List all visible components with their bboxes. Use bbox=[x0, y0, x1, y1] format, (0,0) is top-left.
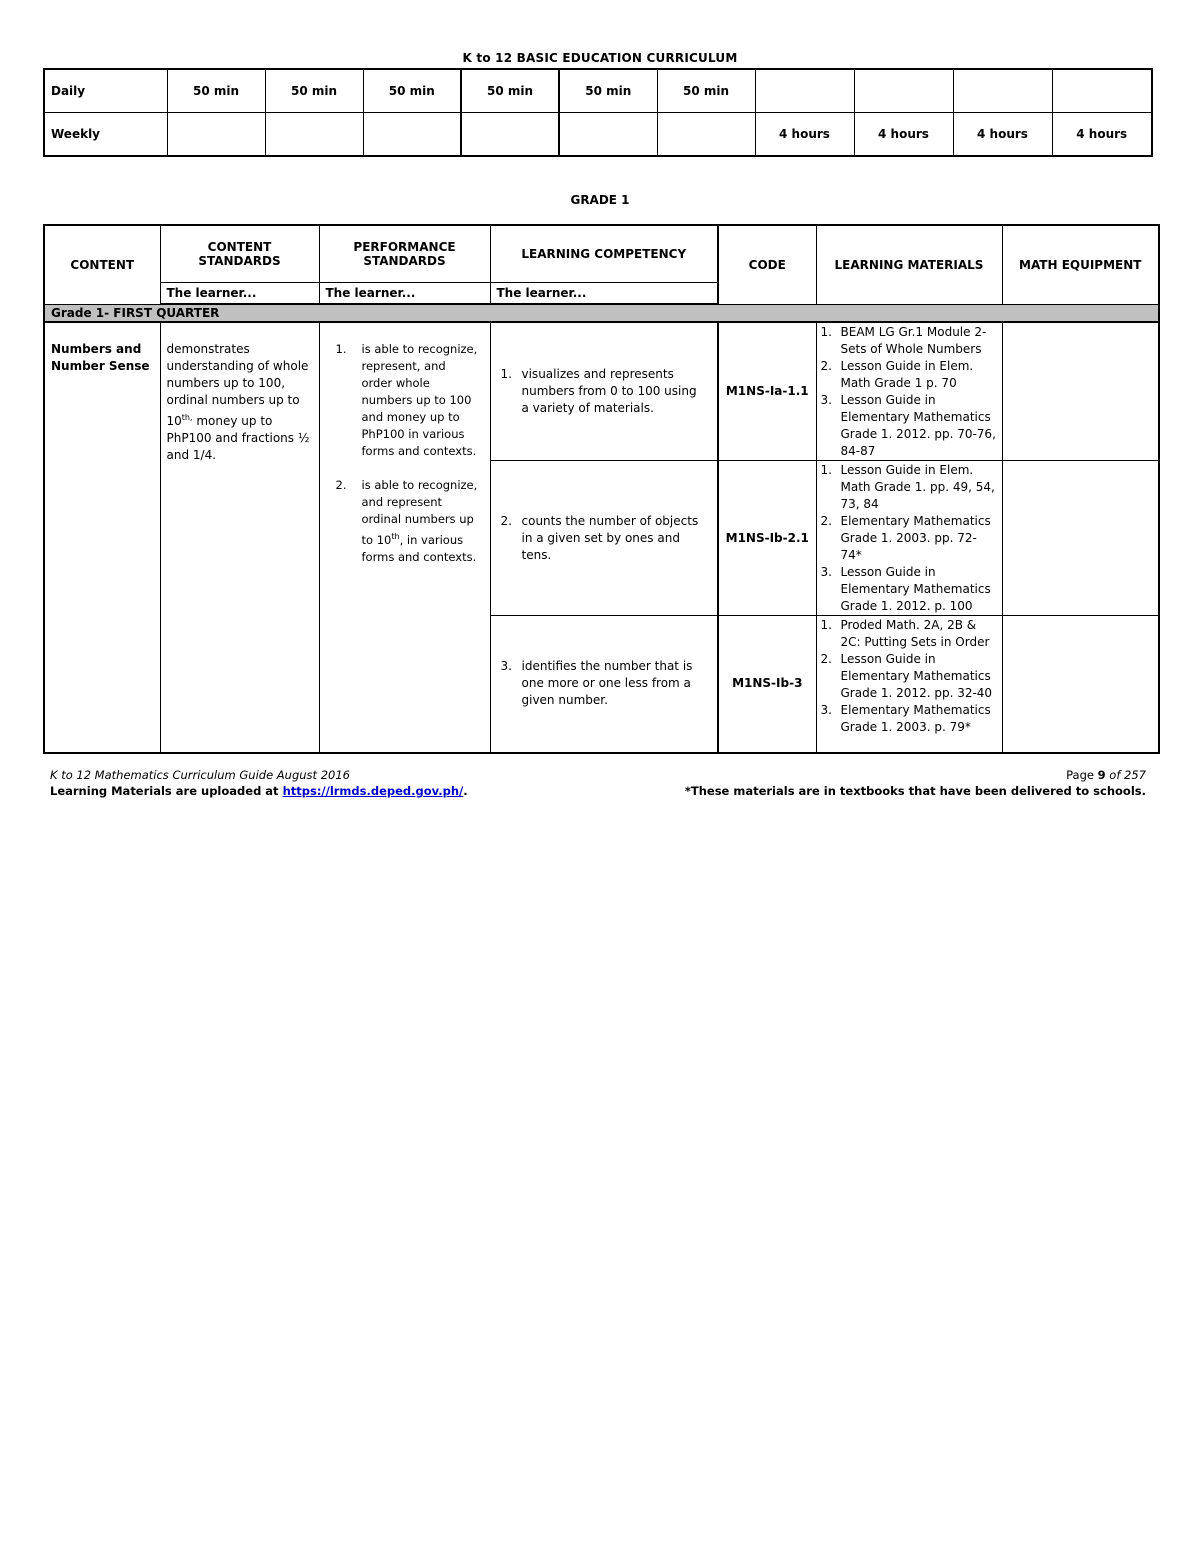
list-item bbox=[821, 651, 998, 702]
time-cell bbox=[559, 113, 657, 157]
curriculum-table bbox=[43, 224, 1160, 754]
performance-standard-cell bbox=[319, 322, 490, 753]
competency-cell bbox=[490, 322, 718, 461]
materials-cell bbox=[816, 616, 1002, 753]
competency-text: identifies the number that is one more or one less from a given number. bbox=[521, 659, 693, 708]
content-cell: Numbers and Number Sense bbox=[44, 322, 160, 753]
time-cell: 50 min bbox=[265, 69, 363, 113]
list-number: 3. bbox=[820, 393, 832, 407]
content-standard-text: money up to PhP100 and fractions ½ and 1/4. bbox=[166, 414, 310, 462]
list-item bbox=[336, 477, 480, 566]
material-text: Lesson Guide in Elem. Math Grade 1. pp. 49, 54, 73, 84 bbox=[840, 463, 995, 511]
list-number: 1. bbox=[820, 618, 832, 632]
list-item bbox=[821, 462, 998, 513]
time-cell bbox=[953, 69, 1052, 113]
header-learning-materials: LEARNING MATERIALS bbox=[816, 225, 1002, 304]
materials-list bbox=[821, 324, 998, 460]
time-cell bbox=[854, 69, 953, 113]
header-math-equipment: MATH EQUIPMENT bbox=[1002, 225, 1159, 304]
competency-text: visualizes and represents numbers from 0 to 100 using a variety of materials. bbox=[521, 367, 697, 415]
code-cell: M1NS-Ia-1.1 bbox=[718, 322, 816, 461]
time-cell: 4 hours bbox=[953, 113, 1052, 157]
performance-standard-part: is able to recognize, and represent ordinal numbers up to 10 bbox=[361, 478, 478, 547]
learner-label: The learner... bbox=[160, 283, 319, 305]
time-cell: 50 min bbox=[559, 69, 657, 113]
time-cell: 50 min bbox=[657, 69, 755, 113]
header-performance-standards: PERFORMANCE STANDARDS bbox=[319, 225, 490, 283]
list-number: 3. bbox=[820, 565, 832, 579]
list-number: 1. bbox=[500, 367, 512, 381]
list-number: 2. bbox=[820, 652, 832, 666]
list-item bbox=[821, 702, 998, 736]
performance-standard-list bbox=[320, 341, 484, 566]
competency-text: counts the number of objects in a given set by ones and tens. bbox=[521, 513, 699, 562]
header-content-standards: CONTENT STANDARDS bbox=[160, 225, 319, 283]
list-item bbox=[336, 341, 480, 460]
page-indicator bbox=[685, 767, 1146, 783]
materials-list bbox=[821, 462, 998, 615]
footer-left bbox=[50, 767, 468, 799]
list-item bbox=[821, 358, 998, 392]
list-item bbox=[821, 617, 998, 651]
quarter-row bbox=[44, 304, 1159, 322]
list-number: 2. bbox=[820, 514, 832, 528]
competency-item bbox=[501, 658, 708, 709]
header-row bbox=[44, 225, 1159, 283]
materials-cell bbox=[816, 322, 1002, 461]
list-item bbox=[821, 392, 998, 460]
time-cell: 4 hours bbox=[854, 113, 953, 157]
performance-standard-part: , in various forms and contexts. bbox=[361, 532, 477, 564]
grade-title: GRADE 1 bbox=[570, 193, 630, 207]
page-number: 9 bbox=[1097, 768, 1106, 782]
time-allotment-table bbox=[43, 68, 1153, 157]
lrmds-link[interactable]: https://lrmds.deped.gov.ph/ bbox=[282, 784, 464, 798]
weekly-row bbox=[44, 113, 1152, 157]
time-cell bbox=[167, 113, 265, 157]
upload-prefix: Learning Materials are uploaded at bbox=[50, 784, 283, 798]
equipment-cell bbox=[1002, 616, 1159, 753]
upload-suffix: . bbox=[463, 784, 468, 798]
list-number: 1. bbox=[820, 325, 832, 339]
time-cell bbox=[657, 113, 755, 157]
time-cell bbox=[265, 113, 363, 157]
time-cell bbox=[461, 113, 559, 157]
page-total: of 257 bbox=[1105, 768, 1146, 782]
list-number: 1. bbox=[335, 342, 347, 356]
code-cell: M1NS-Ib-3 bbox=[718, 616, 816, 753]
list-item bbox=[821, 564, 998, 615]
time-cell: 50 min bbox=[167, 69, 265, 113]
textbook-note: *These materials are in textbooks that have been delivered to schools. bbox=[684, 784, 1146, 798]
list-number: 2. bbox=[820, 359, 832, 373]
content-standard-text: demonstrates understanding of whole numbers up to 100, ordinal numbers up to 10 bbox=[166, 342, 309, 428]
competency-cell bbox=[490, 461, 718, 616]
list-item bbox=[821, 324, 998, 358]
superscript: th bbox=[391, 532, 400, 541]
header-content: CONTENT bbox=[44, 225, 160, 304]
page-prefix: Page bbox=[1066, 768, 1098, 782]
material-text: Elementary Mathematics Grade 1. 2003. pp. 72-74* bbox=[840, 514, 991, 562]
material-text: Lesson Guide in Elementary Mathematics Grade 1. 2012. pp. 32-40 bbox=[840, 652, 993, 700]
equipment-cell bbox=[1002, 461, 1159, 616]
material-text: BEAM LG Gr.1 Module 2-Sets of Whole Numbers bbox=[840, 325, 987, 356]
time-cell bbox=[1052, 69, 1152, 113]
material-text: Lesson Guide in Elem. Math Grade 1 p. 70 bbox=[840, 359, 974, 390]
materials-cell bbox=[816, 461, 1002, 616]
table-row bbox=[44, 322, 1159, 461]
document-header: K to 12 BASIC EDUCATION CURRICULUM bbox=[462, 51, 738, 65]
material-text: Lesson Guide in Elementary Mathematics Grade 1. 2012. pp. 70-76, 84-87 bbox=[840, 393, 996, 458]
time-cell: 4 hours bbox=[755, 113, 854, 157]
list-number: 3. bbox=[500, 659, 512, 674]
learner-label: The learner... bbox=[490, 283, 718, 305]
daily-row bbox=[44, 69, 1152, 113]
time-cell: 4 hours bbox=[1052, 113, 1152, 157]
row-label: Daily bbox=[44, 69, 167, 113]
list-number: 2. bbox=[335, 478, 347, 492]
header-learning-competency: LEARNING COMPETENCY bbox=[490, 225, 718, 283]
competency-cell bbox=[490, 616, 718, 753]
quarter-label: Grade 1- FIRST QUARTER bbox=[44, 304, 1159, 322]
footer-right bbox=[685, 767, 1146, 799]
time-cell bbox=[755, 69, 854, 113]
time-cell: 50 min bbox=[363, 69, 461, 113]
row-label: Weekly bbox=[44, 113, 167, 157]
curriculum-guide-label: K to 12 Mathematics Curriculum Guide August 2016 bbox=[50, 768, 350, 782]
content-standard-cell bbox=[160, 322, 319, 753]
upload-note bbox=[50, 783, 468, 799]
material-text: Elementary Mathematics Grade 1. 2003. p. 79* bbox=[840, 703, 991, 734]
list-number: 1. bbox=[820, 463, 832, 477]
competency-item bbox=[501, 366, 708, 417]
list-item bbox=[821, 513, 998, 564]
list-number: 2. bbox=[500, 513, 512, 528]
competency-item bbox=[501, 513, 708, 564]
superscript: th, bbox=[181, 413, 193, 422]
learner-label: The learner... bbox=[319, 283, 490, 305]
code-cell: M1NS-Ib-2.1 bbox=[718, 461, 816, 616]
material-text: Lesson Guide in Elementary Mathematics Grade 1. 2012. p. 100 bbox=[840, 565, 991, 613]
header-code: CODE bbox=[718, 225, 816, 304]
materials-list bbox=[821, 617, 998, 736]
equipment-cell bbox=[1002, 322, 1159, 461]
time-cell bbox=[363, 113, 461, 157]
list-number: 3. bbox=[820, 703, 832, 717]
performance-standard-text: is able to recognize, represent, and order whole numbers up to 100 and money up to PhP100 in various forms and contexts. bbox=[361, 342, 478, 458]
time-cell: 50 min bbox=[461, 69, 559, 113]
material-text: Proded Math. 2A, 2B & 2C: Putting Sets in Order bbox=[840, 618, 990, 649]
performance-standard-text bbox=[362, 477, 480, 566]
